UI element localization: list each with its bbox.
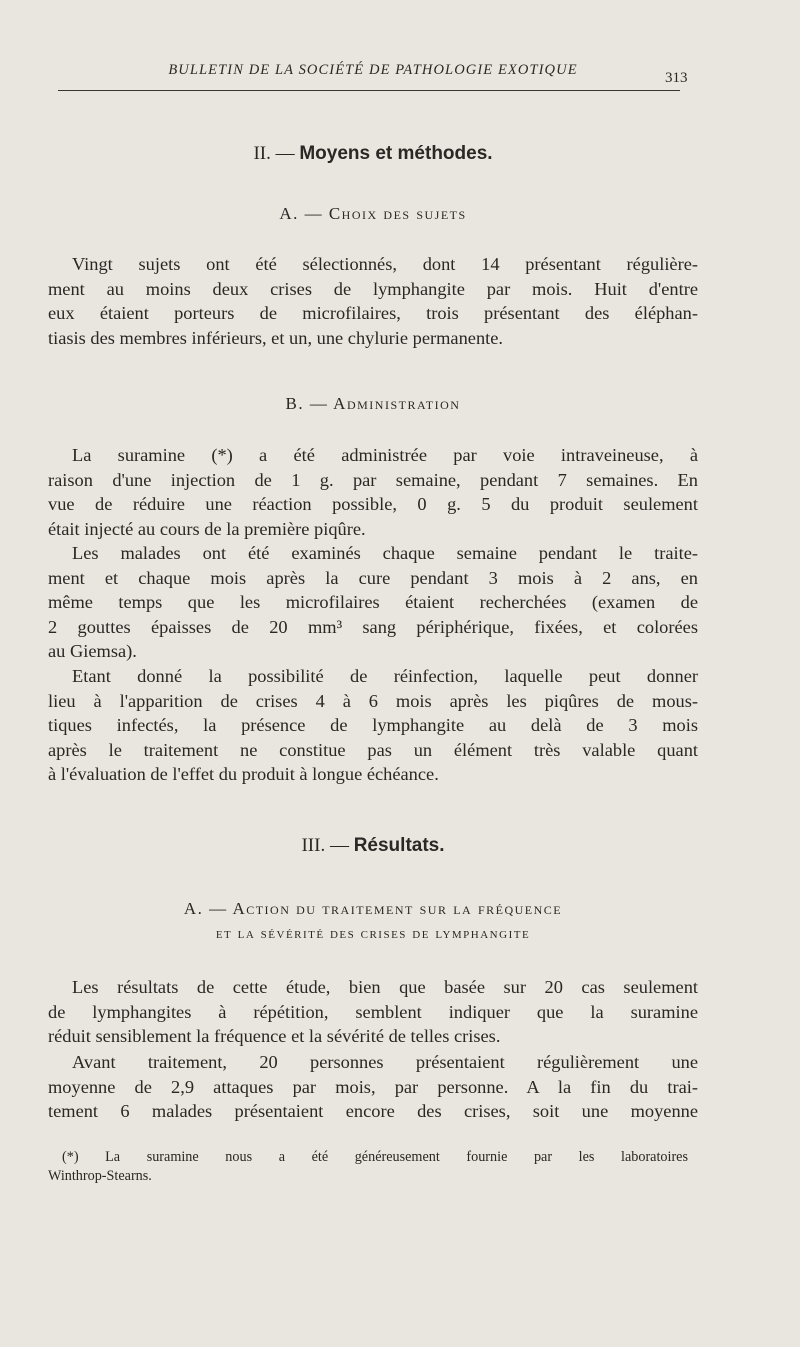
footnote-line: Winthrop-Stearns. xyxy=(48,1168,152,1184)
text-line: eux étaient porteurs de microfilaires, trois présentant des éléphan- xyxy=(48,303,698,324)
subheading-administration: B. — Administration xyxy=(285,394,461,413)
running-header-title: BULLETIN DE LA SOCIÉTÉ DE PATHOLOGIE EXOTIQUE xyxy=(168,62,578,78)
section-title: Moyens et méthodes. xyxy=(299,143,493,164)
paragraph-administration-3 xyxy=(48,664,698,787)
paragraph-administration-1 xyxy=(48,443,698,541)
text-line: Etant donné la possibilité de réinfection, laquelle peut donner xyxy=(72,666,698,686)
section-dash: — xyxy=(329,835,349,856)
section-heading-resultats xyxy=(48,835,698,857)
text-line: Les malades ont été examinés chaque semaine pendant le traite- xyxy=(72,543,698,563)
text-line: réduit sensiblement la fréquence et la sévérité de telles crises. xyxy=(48,1026,501,1047)
text-line: vue de réduire une réaction possible, 0 g. 5 du produit seulement xyxy=(48,494,698,515)
subheading-choix-des-sujets: A. — Choix des sujets xyxy=(279,204,467,223)
section-dash: — xyxy=(275,143,295,164)
text-line: à l'évaluation de l'effet du produit à longue échéance. xyxy=(48,764,439,785)
text-line: de lymphangites à répétition, semblent indiquer que la suramine xyxy=(48,1001,698,1022)
text-line: moyenne de 2,9 attaques par mois, par personne. A la fin du trai- xyxy=(48,1076,698,1097)
footnote xyxy=(48,1148,688,1186)
section-title: Résultats. xyxy=(353,835,445,856)
paragraph-administration-2 xyxy=(48,541,698,664)
text-line: au Giemsa). xyxy=(48,641,137,662)
section-number: II. xyxy=(253,143,271,164)
text-line: lieu à l'apparition de crises 4 à 6 mois après les piqûres de mous- xyxy=(48,690,698,711)
text-line: raison d'une injection de 1 g. par semaine, pendant 7 semaines. En xyxy=(48,469,698,490)
section-number: III. xyxy=(301,835,326,856)
text-line: tement 6 malades présentaient encore des crises, soit une moyenne xyxy=(48,1101,698,1122)
text-line: même temps que les microfilaires étaient recherchées (examen de xyxy=(48,592,698,613)
text-line: ment au moins deux crises de lymphangite par mois. Huit d'entre xyxy=(48,278,698,299)
text-line: tiques infectés, la présence de lymphangite au delà de 3 mois xyxy=(48,715,698,736)
footnote-line: (*) La suramine nous a été généreusement fournie par les laboratoires xyxy=(62,1149,688,1165)
paragraph-resultats-1 xyxy=(48,975,698,1049)
text-line: Avant traitement, 20 personnes présentaient régulièrement une xyxy=(72,1052,698,1072)
text-line: ment et chaque mois après la cure pendant 3 mois à 2 ans, en xyxy=(48,567,698,588)
text-line: était injecté au cours de la première piqûre. xyxy=(48,518,366,539)
page-number: 313 xyxy=(665,70,688,86)
text-line: tiasis des membres inférieurs, et un, une chylurie permanente. xyxy=(48,327,504,348)
header-rule xyxy=(58,90,680,91)
text-line: Vingt sujets ont été sélectionnés, dont 14 présentant régulière- xyxy=(72,254,698,274)
subheading-action-du-traitement: A. — Action du traitement sur la fréquence xyxy=(183,899,563,918)
text-line: La suramine (*) a été administrée par voie intraveineuse, à xyxy=(72,445,698,465)
text-line: Les résultats de cette étude, bien que basée sur 20 cas seulement xyxy=(72,977,698,997)
paragraph-resultats-2 xyxy=(48,1050,698,1124)
paragraph-choix-des-sujets xyxy=(48,252,698,350)
section-heading-moyens-et-methodes xyxy=(48,143,698,165)
text-line: après le traitement ne constitue pas un élément très valable quant xyxy=(48,739,698,760)
text-line: 2 gouttes épaisses de 20 mm³ sang périphérique, fixées, et colorées xyxy=(48,616,698,637)
subheading-action-du-traitement-line2: et la sévérité des crises de lymphangite xyxy=(215,925,531,942)
